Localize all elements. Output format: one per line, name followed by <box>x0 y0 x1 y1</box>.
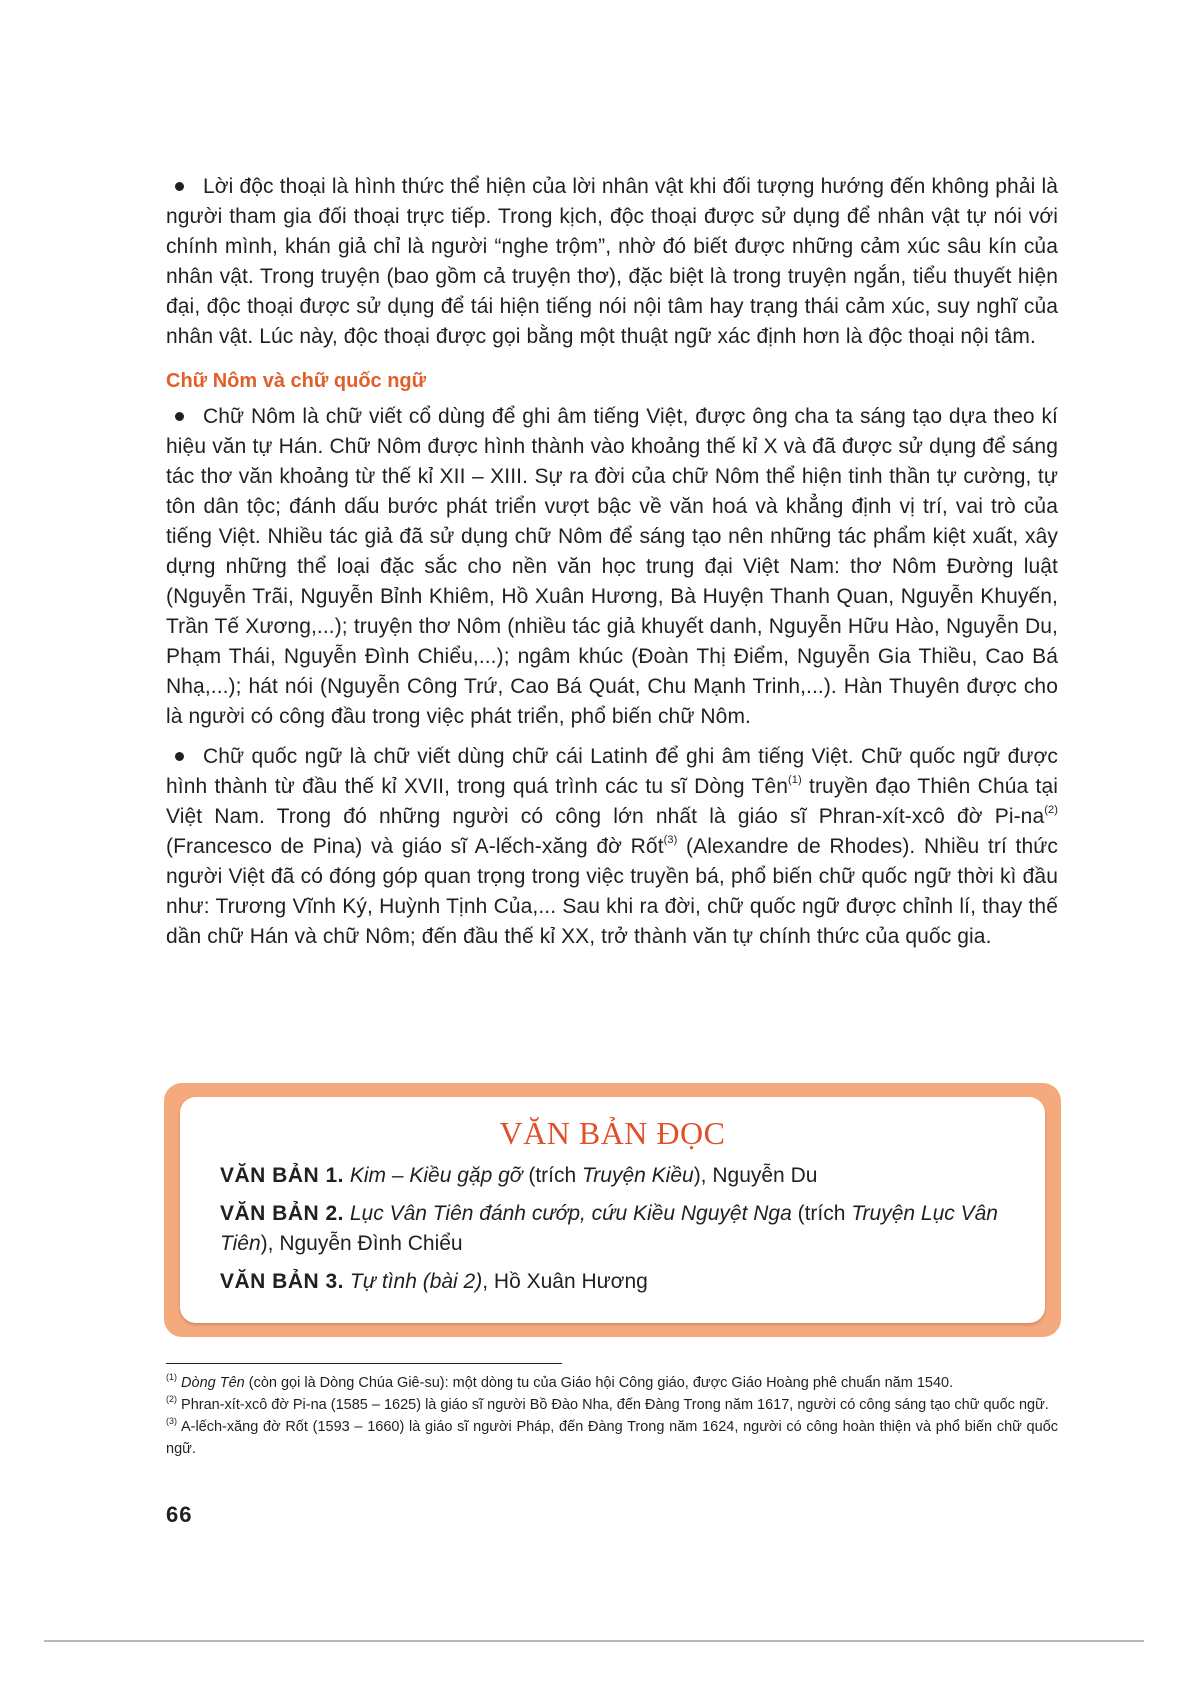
bullet-dot <box>175 412 184 421</box>
reading-item-1[interactable]: VĂN BẢN 1. Kim – Kiều gặp gỡ (trích Truyện Kiều), Nguyễn Du <box>220 1164 818 1187</box>
bullet-dot <box>175 182 184 191</box>
reading-box-inner <box>180 1097 1045 1323</box>
paragraph-chu-nom: Chữ Nôm là chữ viết cổ dùng để ghi âm tiếng Việt, được ông cha ta sáng tạo dựa theo kí hiệu văn tự Hán. Chữ Nôm được hình thành vào khoảng thế kỉ X và đã được sử dụng để sáng tác thơ văn khoảng từ thế kỉ XII – XIII. Sự ra đời của chữ Nôm thể hiện tinh thần tự cường, tự tôn dân tộc; đánh dấu bước phát triển vượt bậc về văn hoá và khẳng định vị trí, vai trò của tiếng Việt. Nhiều tác giả đã sử dụng chữ Nôm để sáng tạo nên những tác phẩm kiệt xuất, xây dựng những thể loại đặc sắc cho nền văn học trung đại Việt Nam: thơ Nôm Đường luật (Nguyễn Trãi, Nguyễn Bỉnh Khiêm, Hồ Xuân Hương, Bà Huyện Thanh Quan, Nguyễn Khuyến, Trần Tế Xương,...); truyện thơ Nôm (nhiều tác giả khuyết danh, Nguyễn Hữu Hào, Nguyễn Du, Phạm Thái, Nguyễn Đình Chiểu,...); ngâm khúc (Đoàn Thị Điểm, Nguyễn Gia Thiều, Cao Bá Nhạ,...); hát nói (Nguyễn Công Trứ, Cao Bá Quát, Chu Mạnh Trinh,...). Hàn Thuyên được cho là người có công đầu trong việc phát triển, phổ biến chữ Nôm. <box>166 405 1058 728</box>
footnote-ref-2[interactable]: (2) <box>1044 804 1058 816</box>
footnote-2: $^{(2)}$ Phran-xít-xcô đờ Pi-na (1585 – 1625) là giáo sĩ người Bồ Đào Nha, đến Đàng Trong năm 1617, người có công sáng tạo chữ quốc ngữ. <box>166 1394 1049 1413</box>
paragraph-doc-thoai: Lời độc thoại là hình thức thể hiện của lời nhân vật khi đối tượng hướng đến không phải là người tham gia đối thoại trực tiếp. Trong kịch, độc thoại được sử dụng để nhân vật tự nói với chính mình, khán giả chỉ là người “nghe trộm”, nhờ đó biết được những cảm xúc sâu kín của nhân vật. Trong truyện (bao gồm cả truyện thơ), đặc biệt là trong truyện ngắn, tiểu thuyết hiện đại, độc thoại được sử dụng để tái hiện tiếng nói nội tâm hay trạng thái cảm xúc, suy nghĩ của nhân vật. Lúc này, độc thoại được gọi bằng một thuật ngữ xác định hơn là độc thoại nội tâm. <box>166 175 1058 348</box>
reading-box <box>164 1083 1061 1337</box>
reading-item-2[interactable]: VĂN BẢN 2. Lục Vân Tiên đánh cướp, cứu Kiều Nguyệt Nga (trích Truyện Lục Vân Tiên), Nguyễn Đình Chiểu <box>220 1202 998 1255</box>
paragraph-chu-quoc-ngu: Chữ quốc ngữ là chữ viết dùng chữ cái Latinh để ghi âm tiếng Việt. Chữ quốc ngữ được hình thành từ đầu thế kỉ XVII, trong quá trình các tu sĩ Dòng Tên$^{(1)}$ truyền đạo Thiên Chúa tại Việt Nam. Trong đó những người có công lớn nhất là giáo sĩ Phran-xít-xcô đờ $Pi-na^{(2)}$ (Francesco de Pina) và giáo sĩ A-lếch-xăng đờ Rốt$^{(3)}$ (Alexandre de Rhodes). Nhiều trí thức người Việt đã có đóng góp quan trọng trong việc truyền bá, phổ biến chữ quốc ngữ thời kì đầu như: Trương Vĩnh Ký, Huỳnh Tịnh Của,... Sau khi ra đời, chữ quốc ngữ được chỉnh lí, thay thế dần chữ Hán và chữ Nôm; đến đầu thế kỉ XX, trở thành văn tự chính thức của quốc gia. <box>166 745 1058 948</box>
footnote-ref-3[interactable]: (3) <box>663 834 678 846</box>
footnote-divider <box>166 1363 562 1364</box>
footnote-3: $^{(3)}$ A-lếch-xăng đờ Rốt (1593 – 1660) là giáo sĩ người Pháp, đến Đàng Trong năm 1624, người có công hoàn thiện và phổ biến chữ quốc ngữ. <box>166 1416 1059 1457</box>
page-bottom-divider <box>44 1640 1144 1642</box>
reading-box-title: VĂN BẢN ĐỌC <box>499 1115 726 1151</box>
reading-item-3[interactable]: VĂN BẢN 3. Tự tình (bài 2), Hồ Xuân Hương <box>220 1270 648 1293</box>
main-content <box>166 172 1058 962</box>
page-number: 66 <box>166 1502 193 1527</box>
footnote-1: $^{(1)}$ Dòng Tên (còn gọi là Dòng Chúa Giê-su): một dòng tu của Giáo hội Công giáo, được Giáo Hoàng phê chuẩn năm 1540. <box>166 1372 954 1391</box>
footnote-ref-1[interactable]: (1) <box>788 774 802 786</box>
footnotes <box>166 1363 1058 1460</box>
section-heading: Chữ Nôm và chữ quốc ngữ <box>166 370 427 392</box>
bullet-dot <box>175 752 184 761</box>
